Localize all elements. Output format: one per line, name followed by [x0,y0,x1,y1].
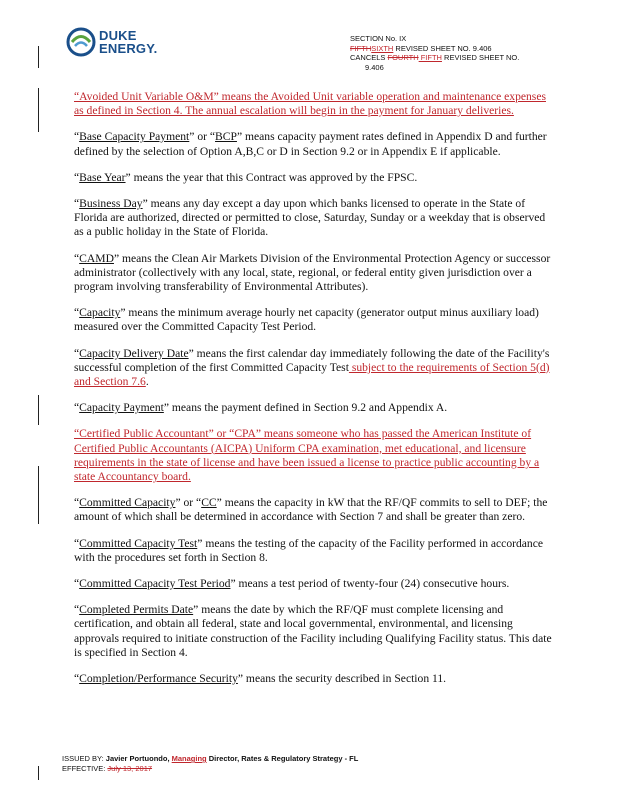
term-camd: CAMD [79,251,114,265]
term-committed-capacity-test: Committed Capacity Test [79,536,198,550]
cancels-label: CANCELS [350,53,388,62]
revision-bar [38,88,39,132]
def-avoided-unit-vom: “Avoided Unit Variable O&M” means the Avoided Unit variable operation and maintenance expenses as defined in Section 4. The annual escalation will begin in the payment for January deliveries. [74,90,546,118]
term-base-capacity-payment: Base Capacity Payment [79,130,190,144]
issued-by-line [62,754,358,764]
def-capacity: “Capacity” means the minimum average hourly net capacity (generator output minus auxiliary load) measured over the Committed Capacity Test Period. [74,306,539,334]
def-capacity-delivery-date: “Capacity Delivery Date” means the first calendar day immediately following the date of the Facility's successful completion of the first Committed Capacity Test subject to the requirements of Section 5(d) and Section 7.6. [74,346,550,389]
logo-line-duke: DUKE [99,28,137,43]
term-cc: CC [201,496,217,510]
def-camd: “CAMD” means the Clean Air Markets Division of the Environmental Protection Agency or successor administrator (collectively with any local, state, regional, or federal entity given jurisdiction over a program involving transferability of Environmental Attributes). [74,251,551,294]
def-base-year: “Base Year” means the year that this Contract was approved by the FPSC. [74,170,418,184]
sheet-deleted-text: FIFTH [350,43,372,53]
issued-by-name: Javier Portuondo, [105,754,172,763]
def-capacity-payment: “Capacity Payment” means the payment defined in Section 9.2 and Appendix A. [74,401,448,415]
revision-bar [38,466,39,524]
cancels-deleted-text: FOURTH [387,53,419,62]
term-committed-capacity: Committed Capacity [79,496,176,510]
cancels-rest: REVISED SHEET NO. [441,53,520,62]
issued-by-inserted-title: Managing [171,754,207,763]
revision-bar [38,46,39,68]
cancels-sheet-number: 9.406 [365,62,384,72]
def-completed-permits-date: “Completed Permits Date” means the date by which the RF/QF must complete licensing and certification, and obtain all federal, state and local governmental, environmental, and licensing approvals required to initiate construction of the Facility including Qualifying Facility status. This date is specified in Section 4. [74,603,552,659]
def-committed-capacity-test-period: “Committed Capacity Test Period” means a test period of twenty-four (24) consecutive hours. [74,577,510,591]
section-number: SECTION No. IX [350,34,407,43]
revision-bar [38,766,39,780]
def-base-capacity-payment: “Base Capacity Payment” or “BCP” means capacity payment rates defined in Appendix D and further defined by the selection of Option A,B,C or D in Section 9.2 or in Appendix E if applicable. [74,130,547,158]
definitions-body [74,90,552,698]
def-completion-performance-security: “Completion/Performance Security” means the security described in Section 11. [74,672,447,686]
term-capacity-delivery-date: Capacity Delivery Date [79,346,189,360]
logo-line-energy: ENERGY. [99,41,158,56]
effective-line [62,764,358,774]
def-business-day: “Business Day” means any day except a day upon which banks licensed to operate in the State of Florida are authorized, directed or permitted to close, Saturday, Sunday or a weekday that is observed as a public holiday in the State of Florida. [74,197,546,239]
effective-deleted-date: July 13, 2017 [107,763,153,773]
sheet-footer [62,754,358,773]
duke-energy-mark-icon [66,27,96,57]
def-committed-capacity: “Committed Capacity” or “CC” means the capacity in kW that the RF/QF commits to sell to DEF; the amount of which shall be determined in accordance with Section 7 and shall be greater than zero. [74,496,548,524]
term-business-day: Business Day [79,197,143,211]
term-completion-performance-security: Completion/Performance Security [79,672,238,686]
term-committed-capacity-test-period: Committed Capacity Test Period [79,577,231,591]
cancels-line [350,53,519,63]
sheet-header [350,34,519,72]
inserted-text: subject to the requirements of Section 5(d) and Section 7.6 [74,360,550,389]
revision-bar [38,395,39,425]
sheet-inserted-text: SIXTH [371,43,394,53]
sheet-rest: REVISED SHEET NO. 9.406 [393,43,492,53]
term-capacity-payment: Capacity Payment [79,401,164,415]
duke-energy-logo [66,27,157,57]
def-committed-capacity-test: “Committed Capacity Test” means the testing of the capacity of the Facility performed in accordance with the procedures set forth in Section 8. [74,536,544,564]
def-certified-public-accountant: “Certified Public Accountant” or “CPA” means someone who has passed the American Institute of Certified Public Accountants (AICPA) Uniform CPA examination, met educational, and licensure requirements in the state of license and have been issued a license to practice public accounting by a state Accountancy board. [74,427,540,484]
sheet-line [350,44,519,54]
cancels-inserted-text: FIFTH [418,53,442,62]
term-completed-permits-date: Completed Permits Date [79,603,194,617]
term-bcp: BCP [215,130,237,144]
effective-label: EFFECTIVE: [62,763,108,773]
issued-by-label: ISSUED BY: [62,754,106,763]
term-base-year: Base Year [79,170,126,184]
issued-by-title: Director, Rates & Regulatory Strategy - FL [206,754,359,763]
term-capacity: Capacity [79,306,121,320]
